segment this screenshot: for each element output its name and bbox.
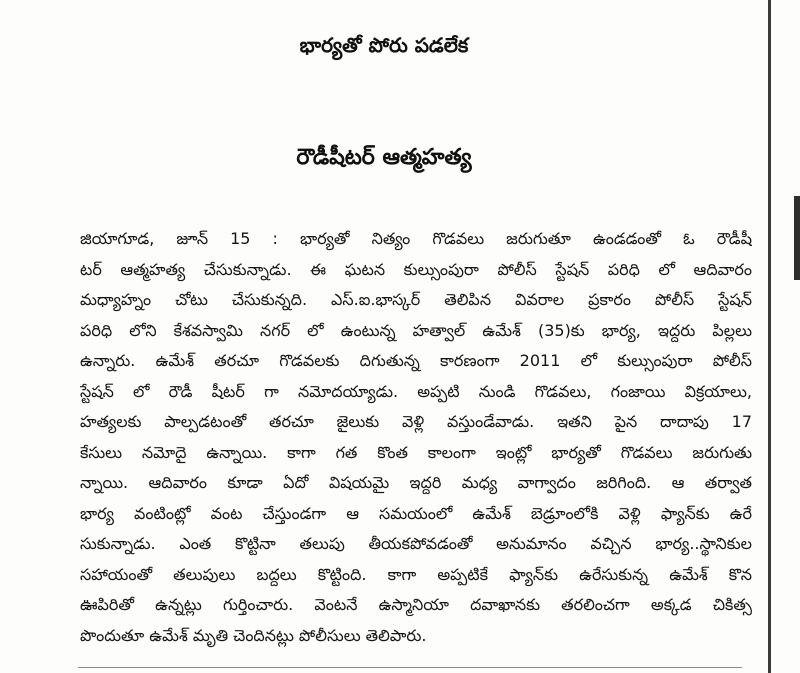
headline-line-2: రౌడీషీటర్ ఆత్మహత్య [296,145,472,170]
column-divider [768,0,771,673]
bottom-rule [78,667,742,668]
article-line: భార్య వంటింట్లో వంట చేస్తుండగా ఆ సమయంలో ఉమేశ్ బెడ్రూంలోకి వెళ్లి ఫ్యాన్‌కు ఉరే [80,503,752,523]
article-line: స్టేషన్ లో రౌడీ షీటర్ గా నమోదయ్యాడు. అప్పటి నుండి గొడవలు, గంజాయి విక్రయాలు, [80,381,752,401]
article-line: సుకున్నాడు. ఎంత కొట్టినా తలుపు తీయకపోవడంతో అనుమానం వచ్చిన భార్య..స్థానికుల [80,534,752,553]
article-line: పొందుతూ ఉమేశ్ మృతి చెందినట్లు పోలీసులు తెలిపారు. [80,625,427,645]
headline-line-1: భార్యతో పోరు పడలేక [299,33,469,57]
article-line: పరిధి లోని కేశవస్వామి నగర్ లో ఉంటున్న హత్వాల్ ఉమేశ్ (35)కు భార్య, ఇద్దరు పిల్లలు [80,320,752,340]
article-line: టర్ ఆత్మహత్య చేసుకున్నాడు. ఈ ఘటన కుల్సుంపురా పోలీస్ స్టేషన్ పరిధి లో ఆదివారం [80,259,752,279]
article-line: న్నాయి. ఆదివారం కూడా ఏదో విషయమై ఇద్దరి మధ్య వాగ్వాదం జరిగింది. ఆ తర్వాత [80,473,752,492]
article-line: జియాగూడ, జూన్ 15 : భార్యతో నిత్యం గొడవలు జరుగుతూ ఉండడంతో ఓ రౌడీషీ [80,229,752,248]
article-line: మధ్యాహ్నం చోటు చేసుకున్నది. ఎస్.ఐ.భాస్కర్ తెలిపిన వివరాల ప్రకారం పోలీస్ స్టేషన్ [80,290,752,309]
article-line: ఉన్నారు. ఉమేశ్ తరచూ గొడవలకు దిగుతున్న కారణంగా 2011 లో కుల్సుంపురా పోలీస్ [80,351,752,370]
article-body [80,224,752,651]
article-line: హత్యలకు పాల్పడటంతో తరచూ జైలుకు వెళ్లి వస్తుండేవాడు. ఇతని పైన దాదాపు 17 [80,412,752,431]
article-line: సహాయంతో తలుపులు బద్దలు కొట్టింది. కాగా అప్పటికే ఫ్యాన్‌కు ఉరేసుకున్న ఉమేశ్ కొన [80,564,752,584]
article-line: కేసులు నమోదై ఉన్నాయి. కాగా గత కొంత కాలంగా ఇంట్లో భార్యతో గొడవలు జరుగుతు [80,442,752,462]
adjacent-column-edge [794,196,800,280]
article-line: ఊపిరితో ఉన్నట్లు గుర్తించారు. వెంటనే ఉస్మానియా దవాఖానకు తరలించగా అక్కడ చికిత్స [80,595,752,614]
